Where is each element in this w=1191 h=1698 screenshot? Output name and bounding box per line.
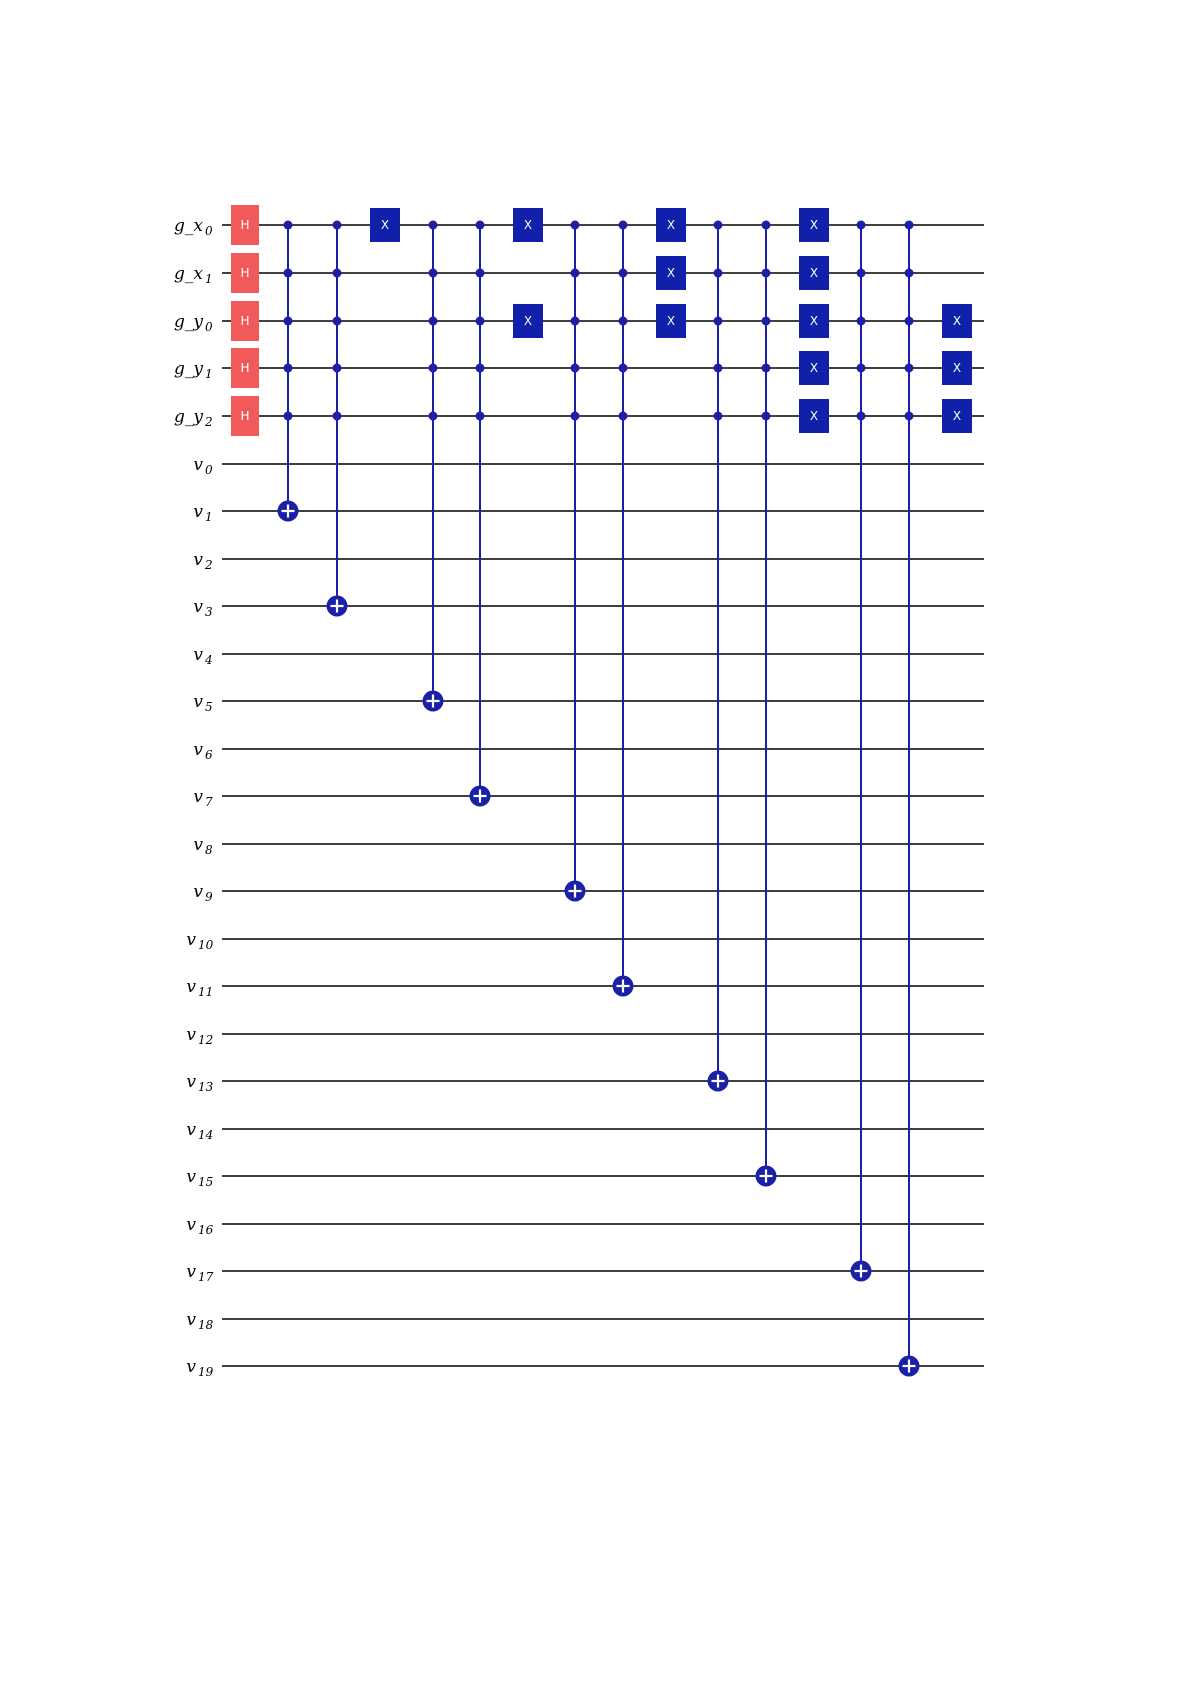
control-dot-g_x0[interactable]: [284, 221, 293, 230]
wire-label-v15: [186, 1167, 213, 1189]
svg-text:X: X: [952, 361, 962, 375]
control-dot-g_x0[interactable]: [429, 221, 438, 230]
control-dot-g_x1[interactable]: [333, 269, 342, 278]
svg-text:X: X: [809, 361, 819, 375]
x-gate-g_y1[interactable]: [799, 351, 829, 385]
wire-label-v2: [193, 550, 212, 572]
control-dot-g_y0[interactable]: [429, 317, 438, 326]
control-dot-g_y0[interactable]: [284, 317, 293, 326]
control-dot-g_x1[interactable]: [571, 269, 580, 278]
wire-label-v16: [186, 1215, 213, 1237]
svg-text:v: v: [193, 645, 203, 665]
control-dot-g_x0[interactable]: [857, 221, 866, 230]
cnot-target-v15[interactable]: [756, 1166, 777, 1187]
svg-text:13: 13: [198, 1080, 214, 1094]
control-dot-g_x0[interactable]: [762, 221, 771, 230]
control-dot-g_y1[interactable]: [905, 364, 914, 373]
svg-text:v: v: [186, 930, 196, 950]
control-dot-g_y0[interactable]: [857, 317, 866, 326]
cnot-target-v17[interactable]: [851, 1261, 872, 1282]
control-dot-g_x1[interactable]: [762, 269, 771, 278]
control-dot-g_y1[interactable]: [429, 364, 438, 373]
control-dot-g_y1[interactable]: [284, 364, 293, 373]
h-gate-g_y2[interactable]: [231, 396, 259, 436]
x-gate-g_x1[interactable]: [656, 256, 686, 290]
cnot-target-v11[interactable]: [613, 976, 634, 997]
svg-text:9: 9: [205, 890, 213, 904]
wire-label-v3: [193, 597, 213, 619]
control-dot-g_x0[interactable]: [619, 221, 628, 230]
control-dot-g_y1[interactable]: [714, 364, 723, 373]
svg-text:v: v: [186, 1120, 196, 1140]
control-dot-g_y1[interactable]: [619, 364, 628, 373]
cnot-target-v3[interactable]: [327, 596, 348, 617]
x-gate-g_y0[interactable]: [513, 304, 543, 338]
svg-text:X: X: [666, 314, 676, 328]
cnot-target-v13[interactable]: [708, 1071, 729, 1092]
svg-text:v: v: [186, 1262, 196, 1282]
control-dot-g_x0[interactable]: [714, 221, 723, 230]
control-dot-g_y2[interactable]: [762, 412, 771, 421]
control-dot-g_x0[interactable]: [571, 221, 580, 230]
control-dot-g_x0[interactable]: [905, 221, 914, 230]
control-dot-g_y1[interactable]: [762, 364, 771, 373]
svg-text:4: 4: [205, 653, 213, 667]
svg-text:g_x: g_x: [174, 216, 203, 236]
control-dot-g_y0[interactable]: [333, 317, 342, 326]
control-dot-g_y2[interactable]: [619, 412, 628, 421]
wire-label-v8: [193, 835, 213, 857]
x-gate-g_y2[interactable]: [942, 399, 972, 433]
svg-text:12: 12: [198, 1033, 214, 1047]
svg-text:X: X: [380, 218, 390, 232]
svg-text:v: v: [193, 502, 203, 522]
svg-text:v: v: [186, 1357, 196, 1377]
wire-label-v12: [186, 1025, 213, 1047]
cnot-target-v7[interactable]: [470, 786, 491, 807]
control-dot-g_y2[interactable]: [857, 412, 866, 421]
control-dot-g_y1[interactable]: [333, 364, 342, 373]
svg-text:0: 0: [205, 320, 213, 334]
wire-label-g_y0: [174, 312, 213, 334]
control-dot-g_y0[interactable]: [476, 317, 485, 326]
svg-text:g_y: g_y: [174, 407, 203, 427]
wire-label-v0: [193, 455, 213, 477]
svg-text:v: v: [193, 835, 203, 855]
svg-text:X: X: [809, 266, 819, 280]
control-dot-g_y2[interactable]: [476, 412, 485, 421]
wire-label-g_y2: [174, 407, 213, 429]
h-gate-g_y1[interactable]: [231, 348, 259, 388]
svg-text:X: X: [809, 218, 819, 232]
control-dot-g_y1[interactable]: [857, 364, 866, 373]
control-dot-g_x1[interactable]: [714, 269, 723, 278]
x-gate-g_x0[interactable]: [370, 208, 400, 242]
x-gate-g_x0[interactable]: [799, 208, 829, 242]
svg-text:X: X: [523, 218, 533, 232]
svg-text:11: 11: [198, 985, 214, 999]
svg-text:7: 7: [205, 795, 213, 809]
control-dot-g_y0[interactable]: [619, 317, 628, 326]
wire-label-g_x1: [174, 264, 213, 286]
svg-text:H: H: [240, 361, 250, 375]
control-dot-g_x1[interactable]: [857, 269, 866, 278]
control-dot-g_y1[interactable]: [476, 364, 485, 373]
svg-text:H: H: [240, 266, 250, 280]
control-dot-g_x0[interactable]: [333, 221, 342, 230]
svg-text:v: v: [193, 692, 203, 712]
wire-label-v5: [193, 692, 212, 714]
svg-text:X: X: [666, 266, 676, 280]
svg-text:v: v: [186, 1215, 196, 1235]
wire-label-v11: [186, 977, 213, 999]
control-dot-g_y2[interactable]: [284, 412, 293, 421]
cnot-target-v1[interactable]: [278, 501, 299, 522]
svg-text:19: 19: [198, 1365, 214, 1379]
wire-label-v10: [186, 930, 213, 952]
svg-text:g_x: g_x: [174, 264, 203, 284]
control-dot-g_y2[interactable]: [571, 412, 580, 421]
cnot-target-v19[interactable]: [899, 1356, 920, 1377]
svg-text:v: v: [193, 787, 203, 807]
control-dot-g_x1[interactable]: [905, 269, 914, 278]
h-gate-g_x1[interactable]: [231, 253, 259, 293]
wire-labels-layer: [174, 216, 214, 1379]
svg-text:v: v: [193, 597, 203, 617]
control-dot-g_y0[interactable]: [714, 317, 723, 326]
control-dot-g_y0[interactable]: [905, 317, 914, 326]
svg-text:8: 8: [205, 843, 213, 857]
wire-label-v19: [186, 1357, 213, 1379]
control-dot-g_y0[interactable]: [762, 317, 771, 326]
svg-text:v: v: [186, 1072, 196, 1092]
svg-text:0: 0: [205, 463, 213, 477]
wire-label-v17: [186, 1262, 213, 1284]
svg-text:16: 16: [198, 1223, 214, 1237]
wire-label-v7: [193, 787, 213, 809]
wire-label-v13: [186, 1072, 213, 1094]
x-gate-g_y0[interactable]: [799, 304, 829, 338]
svg-text:15: 15: [198, 1175, 214, 1189]
svg-text:H: H: [240, 218, 250, 232]
x-gate-g_x1[interactable]: [799, 256, 829, 290]
svg-text:3: 3: [205, 605, 213, 619]
control-dot-g_y2[interactable]: [714, 412, 723, 421]
x-gate-g_y0[interactable]: [656, 304, 686, 338]
control-dot-g_y2[interactable]: [905, 412, 914, 421]
svg-text:2: 2: [205, 558, 213, 572]
svg-text:X: X: [809, 314, 819, 328]
svg-text:v: v: [193, 550, 203, 570]
x-gate-g_x0[interactable]: [656, 208, 686, 242]
wire-label-v1: [193, 502, 212, 524]
svg-text:H: H: [240, 409, 250, 423]
svg-text:0: 0: [205, 224, 213, 238]
svg-text:g_y: g_y: [174, 312, 203, 332]
svg-text:X: X: [523, 314, 533, 328]
control-dot-g_x1[interactable]: [429, 269, 438, 278]
wire-label-v6: [193, 740, 213, 762]
svg-text:v: v: [186, 1025, 196, 1045]
svg-text:v: v: [193, 455, 203, 475]
svg-text:X: X: [952, 314, 962, 328]
wire-label-v9: [193, 882, 213, 904]
control-dot-g_x1[interactable]: [619, 269, 628, 278]
svg-text:1: 1: [205, 272, 213, 286]
svg-text:H: H: [240, 314, 250, 328]
control-dot-g_y2[interactable]: [429, 412, 438, 421]
control-dot-g_y0[interactable]: [571, 317, 580, 326]
svg-text:18: 18: [198, 1318, 214, 1332]
wire-label-v4: [193, 645, 212, 667]
svg-text:14: 14: [198, 1128, 214, 1142]
control-dot-g_x1[interactable]: [476, 269, 485, 278]
wire-label-g_x0: [174, 216, 213, 238]
svg-text:X: X: [952, 409, 962, 423]
svg-text:X: X: [809, 409, 819, 423]
svg-text:17: 17: [198, 1270, 214, 1284]
wire-label-v18: [186, 1310, 213, 1332]
control-dot-g_y2[interactable]: [333, 412, 342, 421]
svg-text:6: 6: [205, 748, 213, 762]
h-gate-g_y0[interactable]: [231, 301, 259, 341]
svg-text:v: v: [186, 1167, 196, 1187]
svg-text:1: 1: [205, 367, 213, 381]
x-gate-g_x0[interactable]: [513, 208, 543, 242]
x-gate-g_y2[interactable]: [799, 399, 829, 433]
wire-label-g_y1: [174, 359, 213, 381]
cnot-target-v5[interactable]: [423, 691, 444, 712]
svg-text:v: v: [193, 882, 203, 902]
control-dot-g_x0[interactable]: [476, 221, 485, 230]
control-dot-g_y1[interactable]: [571, 364, 580, 373]
control-dot-g_x1[interactable]: [284, 269, 293, 278]
svg-text:1: 1: [205, 510, 213, 524]
svg-text:5: 5: [205, 700, 213, 714]
svg-text:v: v: [186, 1310, 196, 1330]
svg-text:X: X: [666, 218, 676, 232]
cnot-target-v9[interactable]: [565, 881, 586, 902]
wire-label-v14: [186, 1120, 213, 1142]
svg-text:2: 2: [205, 415, 213, 429]
h-gate-g_x0[interactable]: [231, 205, 259, 245]
svg-text:v: v: [193, 740, 203, 760]
x-gate-g_y1[interactable]: [942, 351, 972, 385]
svg-text:g_y: g_y: [174, 359, 203, 379]
svg-text:v: v: [186, 977, 196, 997]
svg-text:10: 10: [198, 938, 214, 952]
x-gate-g_y0[interactable]: [942, 304, 972, 338]
